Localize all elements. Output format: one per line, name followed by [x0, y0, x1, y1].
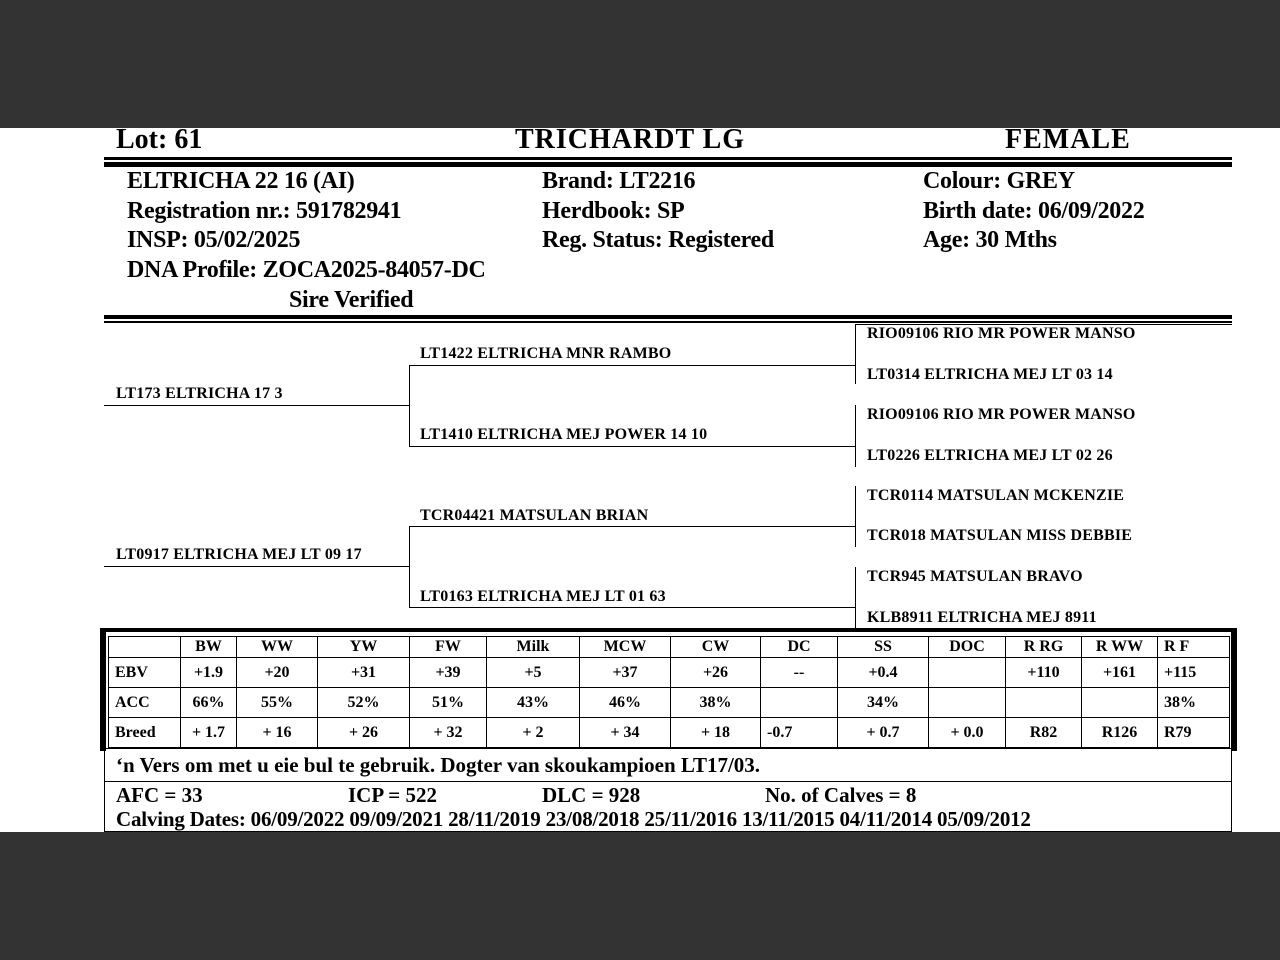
ebv-row-label: ACC [109, 688, 181, 718]
sire-verified: Sire Verified [289, 287, 414, 313]
ebv-header-cell: WW [237, 637, 318, 658]
ebv-cell: + 2 [487, 718, 580, 748]
catalogue-page [0, 124, 1280, 832]
animal-name: ELTRICHA 22 16 (AI) [127, 168, 355, 194]
ebv-cell: +20 [237, 658, 318, 688]
pedigree-ggp-8: KLB8911 ELTRICHA MEJ 8911 [867, 609, 1097, 626]
ebv-cell: R126 [1082, 718, 1158, 748]
ebv-cell: -- [761, 658, 838, 688]
ebv-table [108, 636, 1230, 748]
ebv-cell: +161 [1082, 658, 1158, 688]
ebv-cell: + 1.7 [181, 718, 237, 748]
ebv-cell: 55% [237, 688, 318, 718]
ebv-cell: 38% [671, 688, 761, 718]
pedigree-ggp-3: RIO09106 RIO MR POWER MANSO [867, 406, 1136, 423]
pedigree-ggp-1: RIO09106 RIO MR POWER MANSO [867, 325, 1136, 342]
pedigree-ggp-5: TCR0114 MATSULAN MCKENZIE [867, 487, 1125, 504]
animal-sex: FEMALE [1005, 124, 1131, 155]
ebv-cell: + 18 [671, 718, 761, 748]
info-rule-top [104, 315, 1232, 319]
ebv-cell: +1.9 [181, 658, 237, 688]
ebv-row [109, 658, 1230, 688]
ebv-header-row [109, 637, 1230, 658]
ebv-cell: 43% [487, 688, 580, 718]
remark: ‘n Vers om met u eie bul te gebruik. Dogter van skoukampioen LT17/03. [116, 753, 761, 777]
ebv-cell: +31 [318, 658, 410, 688]
insp-date: INSP: 05/02/2025 [127, 227, 301, 253]
ebv-cell: R82 [1006, 718, 1082, 748]
ebv-header-cell: DC [761, 637, 838, 658]
ebv-row-label: Breed [109, 718, 181, 748]
ebv-header-cell: DOC [929, 637, 1006, 658]
ebv-cell: + 0.0 [929, 718, 1006, 748]
ebv-header-cell [109, 637, 181, 658]
age: Age: 30 Mths [923, 227, 1057, 253]
birth-date: Birth date: 06/09/2022 [923, 198, 1145, 224]
ebv-row-label: EBV [109, 658, 181, 688]
pedigree-ggp-4: LT0226 ELTRICHA MEJ LT 02 26 [867, 447, 1113, 464]
header-rule-top [104, 157, 1232, 160]
pedigree-dam: LT0917 ELTRICHA MEJ LT 09 17 [116, 546, 362, 563]
header-rule-bottom [104, 162, 1232, 167]
ebv-header-cell: Milk [487, 637, 580, 658]
ebv-header-cell: R RG [1006, 637, 1082, 658]
pedigree-dam-sire: TCR04421 MATSULAN BRIAN [420, 507, 649, 524]
ebv-cell: +26 [671, 658, 761, 688]
breeder-name: TRICHARDT LG [515, 124, 746, 155]
ebv-cell: +39 [410, 658, 487, 688]
pedigree-sire-sire: LT1422 ELTRICHA MNR RAMBO [420, 345, 672, 362]
ebv-header-cell: BW [181, 637, 237, 658]
ebv-header-cell: CW [671, 637, 761, 658]
ebv-cell: + 26 [318, 718, 410, 748]
ebv-cell: -0.7 [761, 718, 838, 748]
ebv-cell [761, 688, 838, 718]
ebv-cell [929, 658, 1006, 688]
brand: Brand: LT2216 [542, 168, 696, 194]
ebv-cell [929, 688, 1006, 718]
dlc: DLC = 928 [542, 783, 641, 807]
ebv-cell: +0.4 [838, 658, 929, 688]
pedigree-sire: LT173 ELTRICHA 17 3 [116, 385, 283, 402]
ebv-header-cell: FW [410, 637, 487, 658]
pedigree-ggp-6: TCR018 MATSULAN MISS DEBBIE [867, 527, 1133, 544]
ebv-header-cell: YW [318, 637, 410, 658]
pedigree-dam-dam: LT0163 ELTRICHA MEJ LT 01 63 [420, 588, 666, 605]
dna-profile: DNA Profile: ZOCA2025-84057-DC [127, 257, 486, 283]
colour: Colour: GREY [923, 168, 1075, 194]
ebv-cell [1006, 688, 1082, 718]
ebv-cell: +37 [580, 658, 671, 688]
registration-number: Registration nr.: 591782941 [127, 198, 402, 224]
ebv-header-cell: MCW [580, 637, 671, 658]
ebv-row [109, 718, 1230, 748]
ebv-cell: +115 [1158, 658, 1230, 688]
calving-dates: Calving Dates: 06/09/2022 09/09/2021 28/11/2019 23/08/2018 25/11/2016 13/11/2015 04/11/2014 05/09/2012 [116, 807, 1031, 831]
ebv-cell [1082, 688, 1158, 718]
number-of-calves: No. of Calves = 8 [765, 783, 917, 807]
icp: ICP = 522 [348, 783, 437, 807]
ebv-header-cell: SS [838, 637, 929, 658]
pedigree-sire-dam: LT1410 ELTRICHA MEJ POWER 14 10 [420, 426, 708, 443]
ebv-cell: 51% [410, 688, 487, 718]
ebv-cell: 34% [838, 688, 929, 718]
ebv-header-cell: R F [1158, 637, 1230, 658]
lot-number: Lot: 61 [116, 124, 203, 155]
ebv-cell: + 34 [580, 718, 671, 748]
ebv-cell: +5 [487, 658, 580, 688]
pedigree-ggp-2: LT0314 ELTRICHA MEJ LT 03 14 [867, 366, 1113, 383]
ebv-header-cell: R WW [1082, 637, 1158, 658]
ebv-cell: 66% [181, 688, 237, 718]
ebv-row [109, 688, 1230, 718]
ebv-cell: + 0.7 [838, 718, 929, 748]
ebv-cell: +110 [1006, 658, 1082, 688]
herdbook: Herdbook: SP [542, 198, 685, 224]
info-rule-bottom [104, 321, 1232, 323]
pedigree-ggp-7: TCR945 MATSULAN BRAVO [867, 568, 1083, 585]
ebv-cell: 46% [580, 688, 671, 718]
afc: AFC = 33 [116, 783, 203, 807]
registration-status: Reg. Status: Registered [542, 227, 774, 253]
ebv-cell: + 32 [410, 718, 487, 748]
ebv-cell: R79 [1158, 718, 1230, 748]
ebv-cell: + 16 [237, 718, 318, 748]
ebv-cell: 52% [318, 688, 410, 718]
ebv-cell: 38% [1158, 688, 1230, 718]
